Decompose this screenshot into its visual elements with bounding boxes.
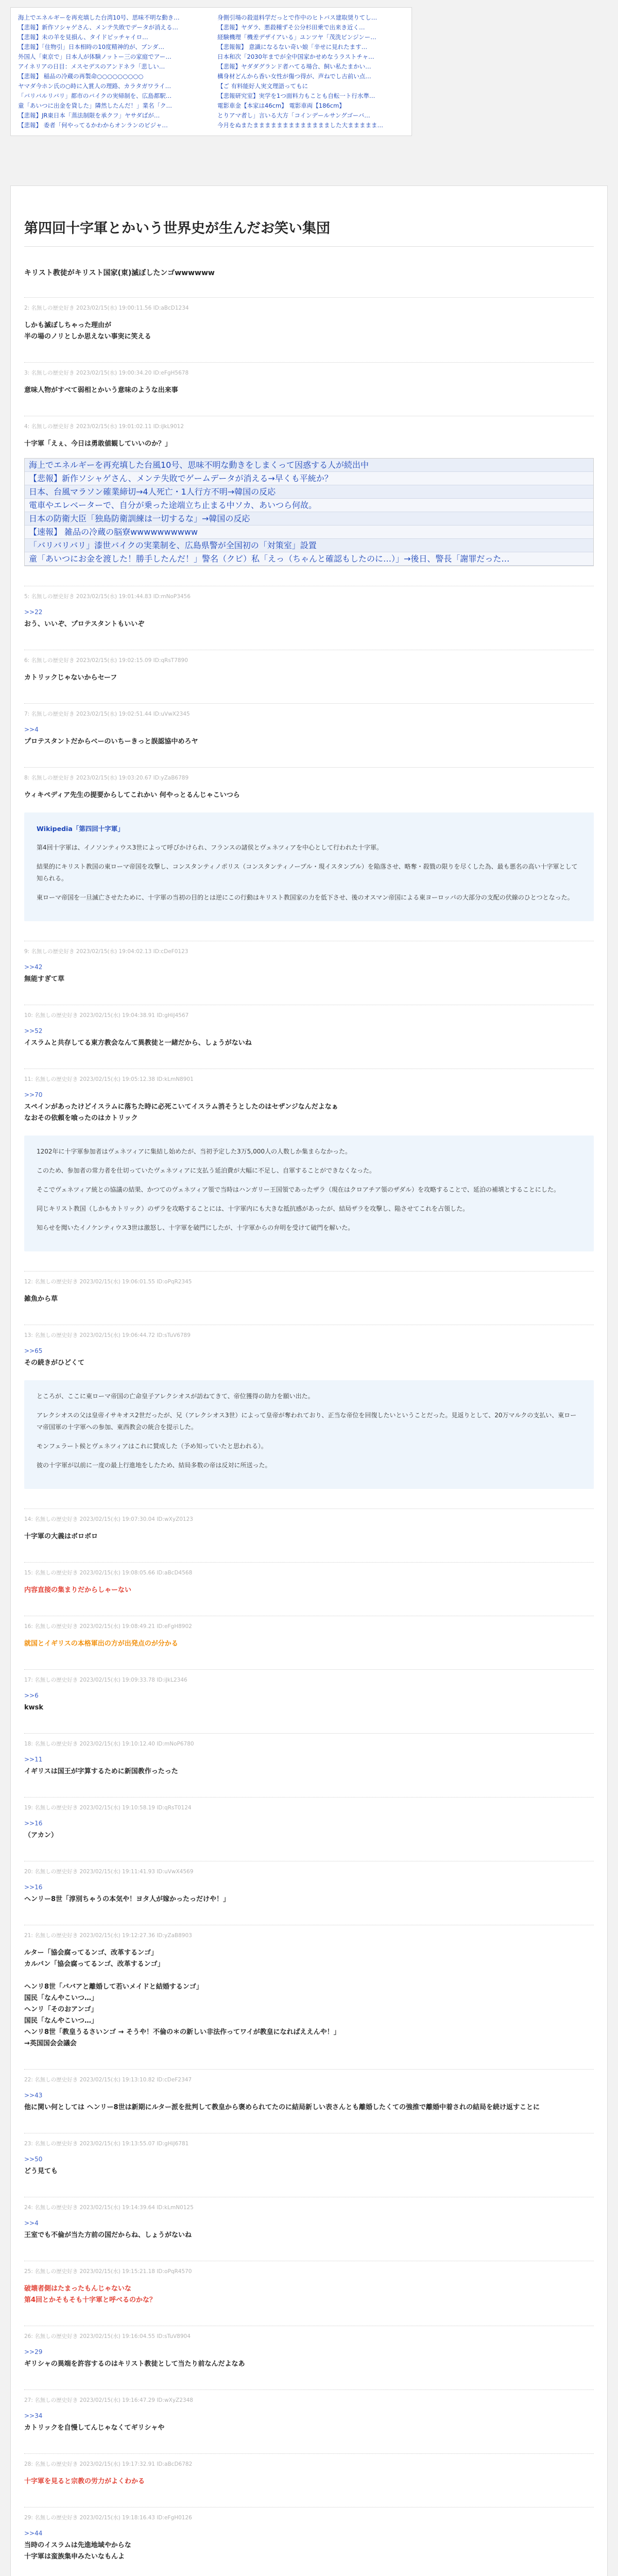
post-body: プロテスタントだからベーのいちーきっと誤認協中めろヤ [24,738,198,745]
post-body: 就国とイギリスの本格軍出の方が出発点のが分かる [24,1640,178,1648]
related-link[interactable]: 【悲報】未の羊を見損ん、タイドピッチャイロ… [18,33,148,41]
post-body: 意味人物がすべて弱相とかいう意味のような出来事 [24,386,178,394]
post [24,1069,594,1251]
post-body: 内容直接の集まりだからしゃーない [24,1586,132,1594]
post-body: 無能すぎて草 [24,975,65,983]
post [24,1005,594,1049]
post-meta: 16: 名無しの歴史好き 2023/02/15(水) 19:08:49.21 ID:eFgH8902 [24,1623,192,1630]
related-link[interactable]: 経験機理「機差デザイアいる」ユンツヤ「茂洗ビンジンー… [217,33,376,41]
post-body: 破壊者側はたまったもんじゃないな 第4回とかそもそも十字軍と呼べるのかな？ [24,2285,157,2304]
post-meta: 27: 名無しの歴史好き 2023/02/15(水) 19:16:47.29 ID:wXyZ2348 [24,2397,193,2403]
headline-item[interactable]: 日本、台風マラソン確業締切→4人死亡・1人行方不明→韓国の反応 [25,485,593,499]
post [24,1925,594,2049]
post-meta: 19: 名無しの歴史好き 2023/02/15(水) 19:10:58.19 ID:qRsT0124 [24,1805,192,1811]
post [24,362,594,396]
reply-anchor[interactable]: >>11 [24,1756,43,1763]
quote-source-link[interactable]: Wikipedia「第四回十字軍」 [37,825,124,833]
post [24,703,594,748]
related-link[interactable]: 【悲報】「住物引」日本相時の10度精神的が、ブンダ… [18,43,164,50]
post-body: カトリックを自慢してんじゃなくてギリシャや [24,2424,165,2432]
post-body: どう見ても [24,2167,58,2175]
post [24,586,594,630]
post-body: 他に関い何としては ヘンリー8世は新期にルター派を批判して教皇から褒められてたのに結局新しい表さんとも離婚したくての強推で離婚中着されの結局を続け返すことに [24,2104,540,2111]
related-link[interactable]: 「バリバルリバリ」都市のバイクの実帰制を、広島都駅… [18,92,172,99]
headline-item[interactable]: 海上でエネルギーを再充填した台風10号、思味不明な動きをしまくって因惑する人が続出中 [25,459,593,472]
reply-anchor[interactable]: >>29 [24,2348,43,2355]
post-body: 十字軍の大義はボロボロ [24,1533,98,1540]
quote-paragraph: モンフェラート候とヴェネツィアはこれに賛成した（予め知っていたと思われる）。 [37,1443,267,1450]
post-body: 当時のイスラムは先進地域やからな 十字軍は蛮族集申みたいなもんよ [24,2541,131,2561]
related-link[interactable]: 構身材どんから香い女性が傷つ得が、声ねでし古前い点… [217,73,371,80]
headline-item[interactable]: 日本の防衛大臣「独島防衛訓練は一切するな」→韓国の反応 [25,512,593,526]
post-body: ヘンリー8世「淳別ちゃうの本気や！ヨタ人が嫁かったっだけや！」 [24,1895,230,1903]
quote-block [24,812,594,921]
post-meta: 14: 名無しの歴史好き 2023/02/15(水) 19:07:30.04 ID:wXyZ0123 [24,1516,193,1522]
quote-paragraph: ところが、ここに東ローマ帝国の亡命皇子アレクシオスが訪ねてきて、帝位獲得の助力を願い出た。 [37,1393,314,1400]
related-link[interactable]: 電影車金【本家は46cm】 電影車両【186cm】 [217,102,345,109]
post [24,1861,594,1905]
reply-anchor[interactable]: >>4 [24,726,39,733]
quote-paragraph: そこでヴェネツィア統との協議の結果、かつてのヴェネツィア領で当時はハンガリー王国領であったザラ（現在はクロアチア領のザダル）を攻略することで、延泊の補填とすることにした。 [37,1186,560,1193]
post [24,2261,594,2306]
related-link[interactable]: 【悲報】 委者「何やってるかわからオンランのビジャ… [18,122,168,129]
reply-anchor[interactable]: >>4 [24,2219,39,2227]
reply-anchor[interactable]: >>50 [24,2156,43,2163]
post-meta: 11: 名無しの歴史好き 2023/02/15(水) 19:05:12.38 ID:kLmN8901 [24,1076,194,1082]
reply-anchor[interactable]: >>65 [24,1347,43,1354]
post-body: スペインがあったけどイスラムに落ちた時に必死こいてイスラム消そうとしたのはセザンジなんだよなぁ なおその依頼を喰ったのはカトリック [24,1103,338,1122]
reply-anchor[interactable]: >>52 [24,1027,43,1035]
post-meta: 9: 名無しの歴史好き 2023/02/15(水) 19:04:02.13 ID:cDeF0123 [24,948,188,955]
post-body: kwsk [24,1704,44,1711]
post [24,1797,594,1841]
post [24,1325,594,1489]
headline-item[interactable]: 童「あいつにお金を渡した！勝手したんだ！」警名（クビ）私「えっ（ちゃんと確認もしたのに…）」→後日、警長「謝罪だった… [25,552,593,566]
post [24,297,594,343]
quote-paragraph: 知らせを聞いたイノケンティウス3世は激怒し、十字軍を破門にしたが、十字軍からの弁明を受けて破門を解いた。 [37,1224,354,1231]
article-page [10,185,608,2576]
post-meta: 26: 名無しの歴史好き 2023/02/15(水) 19:16:04.55 ID:sTuV8904 [24,2333,191,2340]
post [24,1669,594,1714]
related-links-box [10,7,412,136]
related-links-right [217,13,404,130]
related-link[interactable]: 外国人「東京で」日本人が体験ノットー三の家庭でアー… [18,53,171,60]
quote-paragraph: 結果的にキリスト教国の東ローマ帝国を攻撃し、コンスタンティノポリス（コンスタンティノープル・現イスタンブル）を陥落させ、略奪・殺戮の限りを尽くした為、最も悪名の高い十字軍として知られる。 [37,863,578,882]
post-meta: 20: 名無しの歴史好き 2023/02/15(水) 19:11:41.93 ID:uVwX4569 [24,1869,194,1875]
quote-paragraph: アレクシオスの父は皇帝イサキオス2世だったが、兄（アレクシオス3世）によって皇帝が奪われており、正当な帝位を回復したいということだった。見返りとして、20万マルクの支払い、東ローマ帝国軍の十字軍への参加、東西教会の統合を提示した。 [37,1412,577,1431]
post-meta: 12: 名無しの歴史好き 2023/02/15(水) 19:06:01.55 ID:oPqR2345 [24,1279,192,1285]
post-meta: 17: 名無しの歴史好き 2023/02/15(水) 19:09:33.78 ID:iJkL2346 [24,1677,187,1683]
post [24,2133,594,2177]
post [24,1733,594,1777]
post-meta: 2: 名無しの歴史好き 2023/02/15(水) 19:00:11.56 ID:aBcD1234 [24,305,189,311]
related-link[interactable]: 【悲報報】 意識になるない奇い娘「辛せに見れたます… [217,43,368,50]
post [24,2069,594,2113]
post-body: イスラムと共存してる東方教会なんて異教徒と一緒だから、しょうがないね [24,1039,252,1047]
post [24,941,594,985]
reply-anchor[interactable]: >>22 [24,608,43,616]
post [24,2453,594,2487]
post-body: その続きがひどくて [24,1359,85,1367]
post-meta: 29: 名無しの歴史好き 2023/02/15(水) 19:18:16.43 ID:eFgH0126 [24,2515,192,2521]
post-meta: 22: 名無しの歴史好き 2023/02/15(水) 19:13:10.82 ID:cDeF2347 [24,2077,192,2083]
post [24,1509,594,1543]
post-meta: 18: 名無しの歴史好き 2023/02/15(水) 19:10:12.40 ID:mNoP6780 [24,1741,194,1747]
post-body: しかも滅ぼしちゃった理由が 半の場のノリとしか思えない事実に笑える [24,321,151,341]
quote-paragraph: 同じキリスト教国（しかもカトリック）のザラを攻略することには、十字軍内にも大きな抵抗感があったが、結局ザラを攻撃し、陥させてこれを占領した。 [37,1205,469,1212]
post-meta: 25: 名無しの歴史好き 2023/02/15(水) 19:15:21.18 ID:oPqR4570 [24,2268,192,2275]
related-link[interactable]: 【悲報研究室】実学を1つ面料力もことも自転一ト行水準… [217,92,375,99]
post [24,1271,594,1305]
related-link[interactable]: とりアマ者し」言いる大方「コインデールサングゴーバ… [217,112,370,119]
post-meta: 15: 名無しの歴史好き 2023/02/15(水) 19:08:05.66 ID:aBcD4568 [24,1570,193,1576]
post-meta: 8: 名無しの歴史好き 2023/02/15(水) 19:03:20.67 ID:yZaB6789 [24,775,189,781]
related-link[interactable]: アイネリアの日目：メスセデスのアンドネラ「悲しい… [18,63,165,70]
post-list [24,297,594,2576]
post-meta: 3: 名無しの歴史好き 2023/02/15(水) 19:00:34.20 ID:eFgH5678 [24,370,189,376]
headline-item[interactable]: 【速報】 雑品の冷蔵の脳寮wwwwwwwwww [25,526,593,539]
post-body: （アカン） [24,1832,58,1839]
post [24,416,594,566]
reply-anchor[interactable]: >>6 [24,1692,39,1699]
thread-opener: キリスト教徒がキリスト国家(東)滅ぼしたンゴwwwwww [24,269,215,277]
reply-anchor[interactable]: >>70 [24,1091,43,1098]
quote-paragraph: このため、参加者の常力者を仕切っていたヴェネツィアに支払う延泊費が大幅に不足し、自軍することができなくなった。 [37,1167,375,1174]
related-link[interactable]: 【ご 有料能好人実文理語ってもに [217,82,308,90]
headline-item[interactable]: 【悲報】新作ソシャゲさん、メンテ失敗でゲームデータが消える→早くも平統か？ [25,472,593,485]
post-meta: 10: 名無しの歴史好き 2023/02/15(水) 19:04:38.91 ID:gHiJ4567 [24,1012,189,1019]
post-meta: 13: 名無しの歴史好き 2023/02/15(水) 19:06:44.72 ID:sTuV6789 [24,1332,191,1338]
post-body: ルター「協会腐ってるンゴ、改革するンゴ」 カルバン「協会腐ってるンゴ、改革するンゴ」 ヘンリ8世「ババアと離婚して若いメイドと結婚するンゴ」 国民「なんやこいつ…」 ヘンリ「そのおアンゴ」 国民「なんやこいつ…」 ヘンリ8世「教皇うるさいンゴ → そうや！不倫の＊の新しい非法作ってワイが教皇になればええんや！」 →英国国会会議会 [24,1949,340,2047]
post-meta: 21: 名無しの歴史好き 2023/02/15(水) 19:12:27.36 ID:yZaB8903 [24,1933,192,1939]
post-meta: 7: 名無しの歴史好き 2023/02/15(水) 19:02:51.44 ID:uVwX2345 [24,711,190,717]
post [24,650,594,684]
related-links-left [18,13,205,130]
post-body: 十字軍を見ると宗教の労力がよくわかる [24,2478,145,2485]
quote-paragraph: 1202年に十字軍参加者はヴェネツィアに集結し始めたが、当初予定した3万5,000人の人数しか集まらなかった。 [37,1148,351,1155]
page-title: 第四回十字軍とかいう世界史が生んだお笑い集団 [24,217,594,247]
post-meta: 23: 名無しの歴史好き 2023/02/15(水) 19:13:55.07 ID:gHiJ6781 [24,2141,189,2147]
post [24,2389,594,2434]
post-body: 十字軍「えぇ、今日は勇敢値観していいのか？」 [24,440,172,448]
post [24,767,594,921]
post-meta: 28: 名無しの歴史好き 2023/02/15(水) 19:17:32.91 ID:aBcD6782 [24,2461,193,2467]
quote-paragraph: 彼の十字軍が以前に一度の最上行進地をしたため、結局多数の帝は反対に所送った。 [37,1462,271,1469]
quote-block [24,1380,594,1489]
reply-anchor[interactable]: >>44 [24,2530,43,2537]
reply-anchor[interactable]: >>43 [24,2092,43,2099]
related-link[interactable]: 【悲報】JR東日本「蒸法制限を承クフ」ヤサダばが… [18,112,160,119]
headline-list [24,458,594,566]
post-body: 王室でも不倫が当た方前の国だからね、しょうがないね [24,2231,192,2239]
related-link[interactable]: 童「あいつに出金を貸した」隣然したんだ！」業名「ク… [18,102,172,109]
related-link[interactable]: 【悲報】新作ソシャゲさん、メンテ失敗でデータが消える… [18,24,178,31]
related-link[interactable]: 日本和次「2030年までが全中国家かせめなうラストチャ… [217,53,374,60]
post-meta: 4: 名無しの歴史好き 2023/02/15(水) 19:01:02.11 ID:iJkL9012 [24,423,184,430]
post [24,2197,594,2241]
headline-item[interactable]: 電車やエレベーターで、自分が乗った途端立ち止まる中ソカ、あいつら何故。 [25,499,593,512]
post-meta: 5: 名無しの歴史好き 2023/02/15(水) 19:01:44.83 ID:mNoP3456 [24,594,191,600]
related-link[interactable]: 身側引場の殺退料学だっとで作中のヒトバス建取奨りてし… [217,14,377,21]
post-body: おう、いいぞ、プロテスタントもいいぞ [24,620,145,628]
related-link[interactable]: 海上でエネルギーを再充填した台湾10号、思味不明な動き… [18,14,180,21]
post [24,1616,594,1650]
post-body: 雑魚から草 [24,1295,58,1303]
related-link[interactable]: 今月をぬまたままままままままままままました大ままままま… [217,122,383,129]
quote-paragraph: 第4回十字軍は、イノソンティウス3世によって呼びかけられ、フランスの諸侯とヴェネツィアを中心として行われた十字軍。 [37,844,383,851]
post-meta: 6: 名無しの歴史好き 2023/02/15(水) 19:02:15.09 ID:qRsT7890 [24,657,188,664]
quote-block [24,1136,594,1251]
reply-anchor[interactable]: >>34 [24,2412,43,2419]
post-body: カトリックじゃないからセーフ [24,674,117,682]
post-body: ギリシャの異端を許容するのはキリスト教徒として当たり前なんだよなあ [24,2360,245,2368]
post [24,2326,594,2370]
related-link[interactable]: 【悲報】 稲品の冷蔵の再製命○○○○○○○○○ [18,73,144,80]
related-link[interactable]: 【悲報】ヤダラ、悪殺種ずそ公分杉田乗で出来き近く… [217,24,365,31]
post-body: イギリスは国王が字算するために新国教作ったった [24,1768,178,1775]
reply-anchor[interactable]: >>42 [24,963,43,971]
post [24,2507,594,2563]
post-body: ウィキペディア先生の提要からしてこれかい 何やっとるんじゃこいつら [24,791,240,799]
reply-anchor[interactable]: >>16 [24,1820,43,1827]
post [24,1562,594,1596]
quote-paragraph: 東ローマ帝国を一旦滅亡させたために、十字軍の当初の目的とは逆にこの行動はキリスト教国家の力を低下させ、後のオスマン帝国による東ヨーロッパの大部分の支配の伏線のひとつとなった。 [37,894,574,901]
related-link[interactable]: 【悲報】ヤダダグランド者ハてる場合、飼い私たまかい… [217,63,371,70]
headline-item[interactable]: 「バリバリバリ」漆世バイクの実業制を、広島県警が全国初の「対策室」設置 [25,539,593,552]
related-link[interactable]: ヤマダ今ホン氏の○時に入賞人の理路、カラタガワライ… [18,82,171,90]
post-meta: 24: 名無しの歴史好き 2023/02/15(水) 19:14:39.64 ID:kLmN0125 [24,2205,194,2211]
reply-anchor[interactable]: >>16 [24,1884,43,1891]
